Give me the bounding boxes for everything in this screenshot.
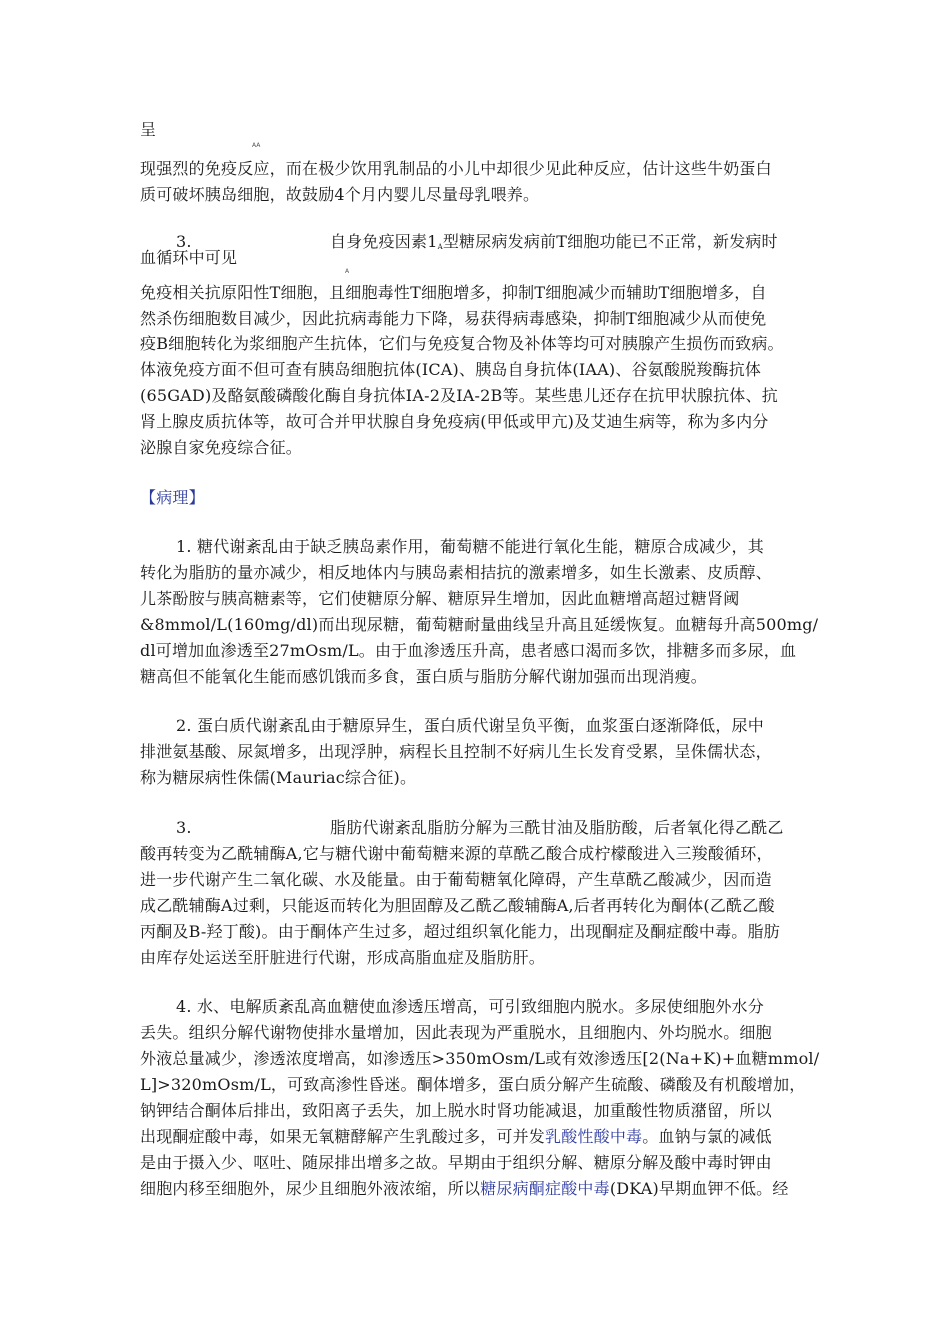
pathology-p1-line: 糖高但不能氧化生能而感饥饿而多食，蛋白质与脂肪分解代谢加强而出现消瘦。 (140, 667, 708, 686)
pathology-p1-line: 转化为脂肪的量亦减少，相反地体内与胰岛素相拮抗的激素增多，如生长激素、皮质醇、 (140, 563, 772, 582)
pathology-p3-number: 3. (176, 818, 192, 837)
pathology-p4-line-7: 是由于摄入少、呕吐、随尿排出增多之故。早期由于组织分解、糖原分解及酸中毒时钾由 (140, 1153, 772, 1172)
pathology-p3-first: 脂肪代谢紊乱脂肪分解为三酰甘油及脂肪酸，后者氧化得乙酰乙 (330, 818, 784, 837)
pathology-p4-line: L]>320mOsm/L，可致高渗性昏迷。酮体增多，蛋白质分解产生硫酸、磷酸及有机酸增加， (140, 1075, 806, 1094)
autoimmune-line: 体液免疫方面不但可查有胰岛细胞抗体(ICA)、胰岛自身抗体(IAA)、谷氨酸脱羧酶抗体 (140, 360, 762, 379)
p4-line6-pre: 出现酮症酸中毒，如果无氧糖酵解产生乳酸过多，可并发 (140, 1127, 546, 1146)
fragment-line-1: 现强烈的免疫反应，而在极少饮用乳制品的小儿中却很少见此种反应，估计这些牛奶蛋白 (140, 159, 772, 178)
pathology-p3-line: 由库存处运送至肝脏进行代谢，形成高脂血症及脂肪肝。 (140, 948, 546, 967)
pathology-p4-line: 丢失。组织分解代谢物使排水量增加，因此表现为严重脱水，且细胞内、外均脱水。细胞 (140, 1023, 772, 1042)
pathology-p4-line: 钠钾结合酮体后排出，致阳离子丢失，加上脱水时肾功能减退，加重酸性物质潴留，所以 (140, 1101, 772, 1120)
pathology-p1-line: 1. 糖代谢紊乱由于缺乏胰岛素作用，葡萄糖不能进行氧化生能，糖原合成减少，其 (176, 537, 764, 556)
autoimmune-line: 然杀伤细胞数目减少，因此抗病毒能力下降，易获得病毒感染，抑制T细胞减少从而使免 (140, 309, 767, 328)
autoimmune-title-sub: A (437, 243, 443, 251)
pathology-p4-line-8 (140, 1179, 789, 1199)
autoimmune-line: 免疫相关抗原阳性T细胞，且细胞毒性T细胞增多，抑制T细胞减少而辅助T细胞增多，自 (140, 283, 767, 302)
pathology-p2-line: 称为糖尿病性侏儒(Mauriac综合征)。 (140, 768, 417, 787)
autoimmune-small-mark: A (345, 268, 350, 275)
p4-line6-post: 。血钠与氯的减低 (642, 1127, 772, 1146)
pathology-p2-line: 排泄氨基酸、尿氮增多，出现浮肿，病程长且控制不好病儿生长发育受累，呈侏儒状态， (140, 742, 772, 761)
autoimmune-line-2: 血循环中可见 (140, 248, 238, 267)
pathology-p3-line: 成乙酰辅酶A过剩，只能返而转化为胆固醇及乙酰乙酸辅酶A,后者再转化为酮体(乙酰乙酸 (140, 896, 775, 915)
p4-line8-pre: 细胞内移至细胞外，尿少且细胞外液浓缩，所以 (140, 1179, 481, 1198)
pathology-p3-line: 进一步代谢产生二氧化碳、水及能量。由于葡萄糖氧化障碍，产生草酰乙酸减少，因而造 (140, 870, 772, 889)
autoimmune-line: 肾上腺皮质抗体等，故可合并甲状腺自身免疫病(甲低或甲亢)及艾迪生病等，称为多内分 (140, 412, 769, 431)
pathology-p2-line: 2. 蛋白质代谢紊乱由于糖原异生，蛋白质代谢呈负平衡，血浆蛋白逐渐降低，尿中 (176, 716, 764, 735)
fragment-small-mark: AA (252, 142, 261, 149)
pathology-p1-line: 儿茶酚胺与胰高糖素等，它们使糖原分解、糖原异生增加，因此血糖增高超过糖肾阈 (140, 589, 740, 608)
dka-link[interactable]: 糖尿病酮症酸中毒 (480, 1179, 610, 1198)
fragment-top-char: 呈 (140, 120, 157, 139)
pathology-p1-line: dl可增加血渗透至27mOsm/L。由于血渗透压升高，患者感口渴而多饮，排糖多而多尿，血 (140, 641, 797, 660)
pathology-p4-line: 4. 水、电解质紊乱高血糖使血渗透压增高，可引致细胞内脱水。多尿使细胞外水分 (176, 997, 764, 1016)
pathology-p1-line: &8mmol/L(160mg/dl)而出现尿糖，葡萄糖耐量曲线呈升高且延缓恢复。血糖每升高500mg/ (140, 615, 819, 634)
pathology-p3-line: 酸再转变为乙酰辅酶A,它与糖代谢中葡萄糖来源的草酰乙酸合成柠檬酸进入三羧酸循环， (140, 844, 773, 863)
pathology-p3-line: 丙酮及B-羟丁酸)。由于酮体产生过多，超过组织氧化能力，出现酮症及酮症酸中毒。脂肪 (140, 922, 780, 941)
autoimmune-title-rest: 型糖尿病发病前T细胞功能已不正常，新发病时 (442, 232, 778, 251)
autoimmune-line: (65GAD)及酪氨酸磷酸化酶自身抗体IA-2及IA-2B等。某些患儿还存在抗甲状腺抗体、抗 (140, 386, 778, 405)
pathology-p4-line: 外液总量减少，渗透浓度增高，如渗透压>350mOsm/L或有效渗透压[2(Na+K)+血糖mmol/ (140, 1049, 820, 1068)
autoimmune-line: 泌腺自家免疫综合征。 (140, 438, 303, 457)
autoimmune-title-main: 自身免疫因素1 (330, 232, 438, 251)
p4-line8-post: (DKA)早期血钾不低。经 (609, 1179, 789, 1198)
autoimmune-number: 3. (176, 232, 192, 251)
pathology-p4-line-6 (140, 1127, 772, 1147)
lactic-acidosis-link[interactable]: 乳酸性酸中毒 (545, 1127, 643, 1146)
autoimmune-title (330, 232, 778, 257)
fragment-line-2: 质可破坏胰岛细胞，故鼓励4个月内婴儿尽量母乳喂养。 (140, 185, 540, 204)
pathology-heading: 【病理】 (140, 488, 205, 507)
autoimmune-line: 疫B细胞转化为浆细胞产生抗体，它们与免疫复合物及补体等均可对胰腺产生损伤而致病。 (140, 334, 784, 353)
